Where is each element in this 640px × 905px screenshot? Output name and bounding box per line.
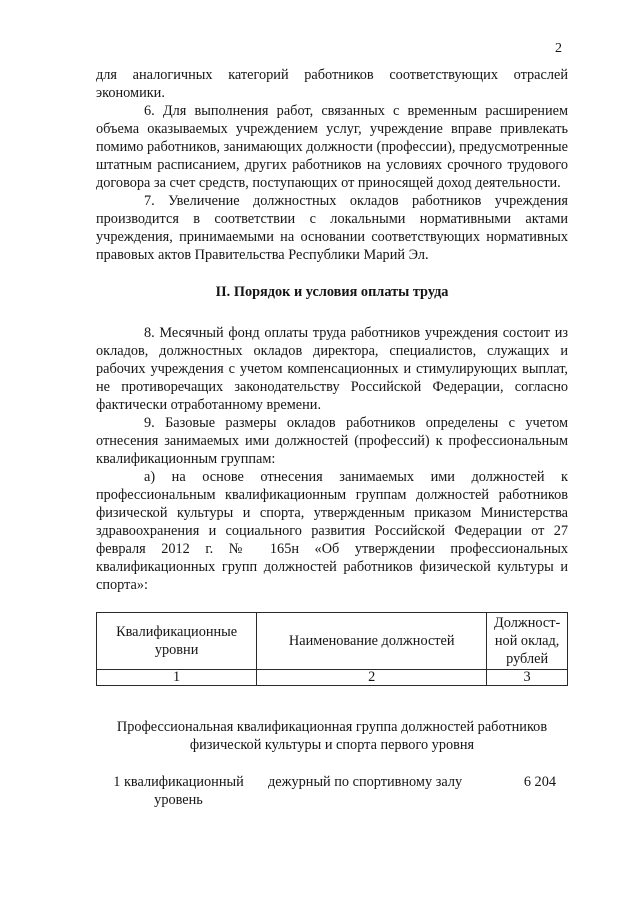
paragraph-continuation: для аналогичных категорий работников соответствующих отраслей экономики. xyxy=(96,67,568,101)
paragraph-6: 6. Для выполнения работ, связанных с временным расширением объема оказываемых учреждением услуг, учреждение вправе привлекать помимо работников, занимающих должности (профессии), предусмотренные штатным расписанием, других работников на условиях срочного трудового договора за счет средств, поступающих от приносящей доход деятельности. xyxy=(96,103,568,191)
paragraph-7: 7. Увеличение должностных окладов работников учреждения производится в соответствии с локальными нормативными актами учреждения, принимаемыми на основании соответствующих нормативных правовых актов Правительства Республики Марий Эл. xyxy=(96,193,568,263)
header-levels: Квалификационные уровни xyxy=(97,613,257,670)
row-salary: 6 204 xyxy=(523,774,556,790)
paragraph-8: 8. Месячный фонд оплаты труда работников учреждения состоит из окладов, должностных окладов директора, специалистов, служащих и рабочих учреждения с учетом компенсационных и стимулирующих выплат, не противоречащих законодательству Российской Федерации, согласно фактически отработанному времени. xyxy=(96,325,568,413)
section-title: II. Порядок и условия оплаты труда xyxy=(215,284,449,300)
document-body xyxy=(96,66,568,813)
group-title: Профессиональная квалификационная группа должностей работников физической культуры и спорта первого уровня xyxy=(116,719,548,753)
table-row xyxy=(96,773,568,813)
column-number-2: 2 xyxy=(257,670,487,686)
header-salary: Должност-ной оклад, рублей xyxy=(487,613,568,670)
paragraph-9: 9. Базовые размеры окладов работников определены с учетом отнесения занимаемых ими должностей (профессий) к профессиональным квалификационным группам: xyxy=(96,415,568,467)
row-level: 1 квалификационный уровень xyxy=(113,774,244,808)
column-number-1: 1 xyxy=(97,670,257,686)
page-number: 2 xyxy=(555,41,562,56)
row-position: дежурный по спортивному залу xyxy=(268,774,463,790)
paragraph-9a: а) на основе отнесения занимаемых ими должностей к профессиональным квалификационным группам должностей работников физической культуры и спорта, утвержденным приказом Министерства здравоохранения и социального развития Российской Федерации от 27 февраля 2012 г. № 165н «Об утверждении профессиональных квалификационных групп должностей работников физической культуры и спорта»: xyxy=(96,469,568,593)
header-positions: Наименование должностей xyxy=(257,613,487,670)
salary-table-header xyxy=(96,612,568,686)
column-number-3: 3 xyxy=(487,670,568,686)
